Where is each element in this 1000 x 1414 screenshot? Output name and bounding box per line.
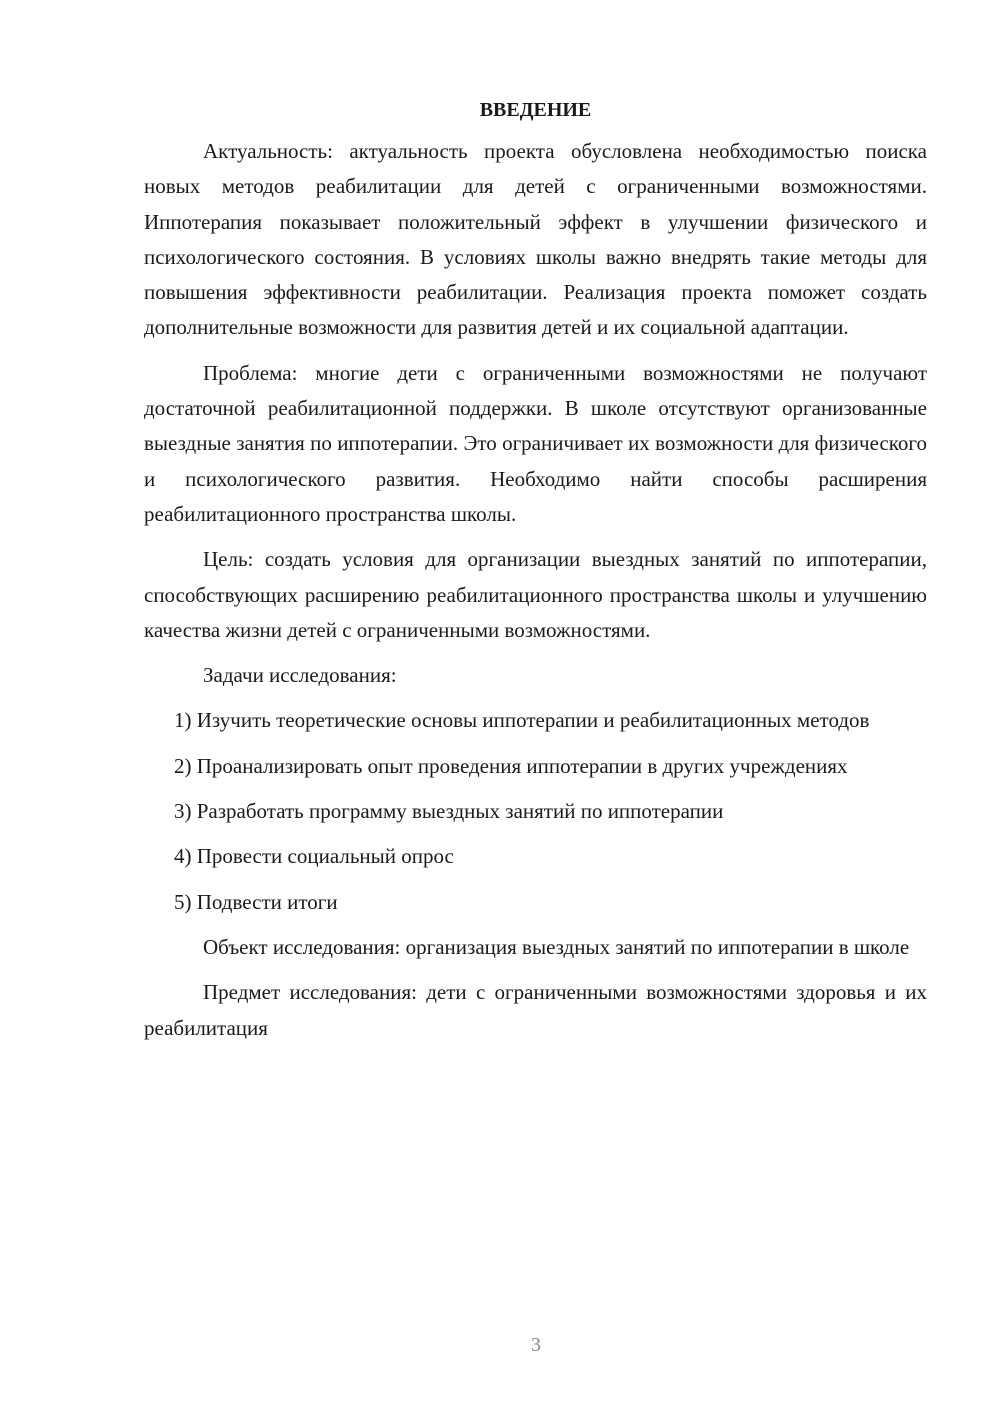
page-title: ВВЕДЕНИЕ — [479, 99, 592, 121]
relevance-paragraph: Актуальность: актуальность проекта обусловлена необходимостью поиска новых методов реабилитации для детей с ограниченными возможностями. Иппотерапия показывает положительный эффект в улучшении физического и психологического состояния. В условиях школы важно внедрять такие методы для повышения эффективности реабилитации. Реализация проекта поможет создать дополнительные возможности для развития детей и их социальной адаптации. — [144, 139, 927, 340]
document-page — [144, 96, 927, 1056]
task-item: 5) Подвести итоги — [174, 889, 338, 914]
goal-paragraph: Цель: создать условия для организации выездных занятий по иппотерапии, способствующих расширению реабилитационного пространства школы и улучшению качества жизни детей с ограниченными возможностями. — [144, 547, 927, 642]
task-item: 1) Изучить теоретические основы иппотерапии и реабилитационных методов — [174, 708, 870, 733]
task-item: 2) Проанализировать опыт проведения иппотерапии в других учреждениях — [174, 753, 848, 778]
task-item: 3) Разработать программу выездных занятий по иппотерапии — [174, 799, 724, 824]
subject-paragraph: Предмет исследования: дети с ограниченными возможностями здоровья и их реабилитация — [144, 980, 927, 1040]
object-paragraph: Объект исследования: организация выездных занятий по иппотерапии в школе — [203, 934, 910, 959]
problem-paragraph: Проблема: многие дети с ограниченными возможностями не получают достаточной реабилитационной поддержки. В школе отсутствуют организованные выездные занятия по иппотерапии. Это ограничивает их возможности для физического и психологического развития. Необходимо найти способы расширения реабилитационного пространства школы. — [144, 360, 927, 526]
task-item: 4) Провести социальный опрос — [174, 844, 454, 869]
tasks-heading: Задачи исследования: — [203, 663, 397, 688]
page-number: 3 — [531, 1334, 541, 1356]
